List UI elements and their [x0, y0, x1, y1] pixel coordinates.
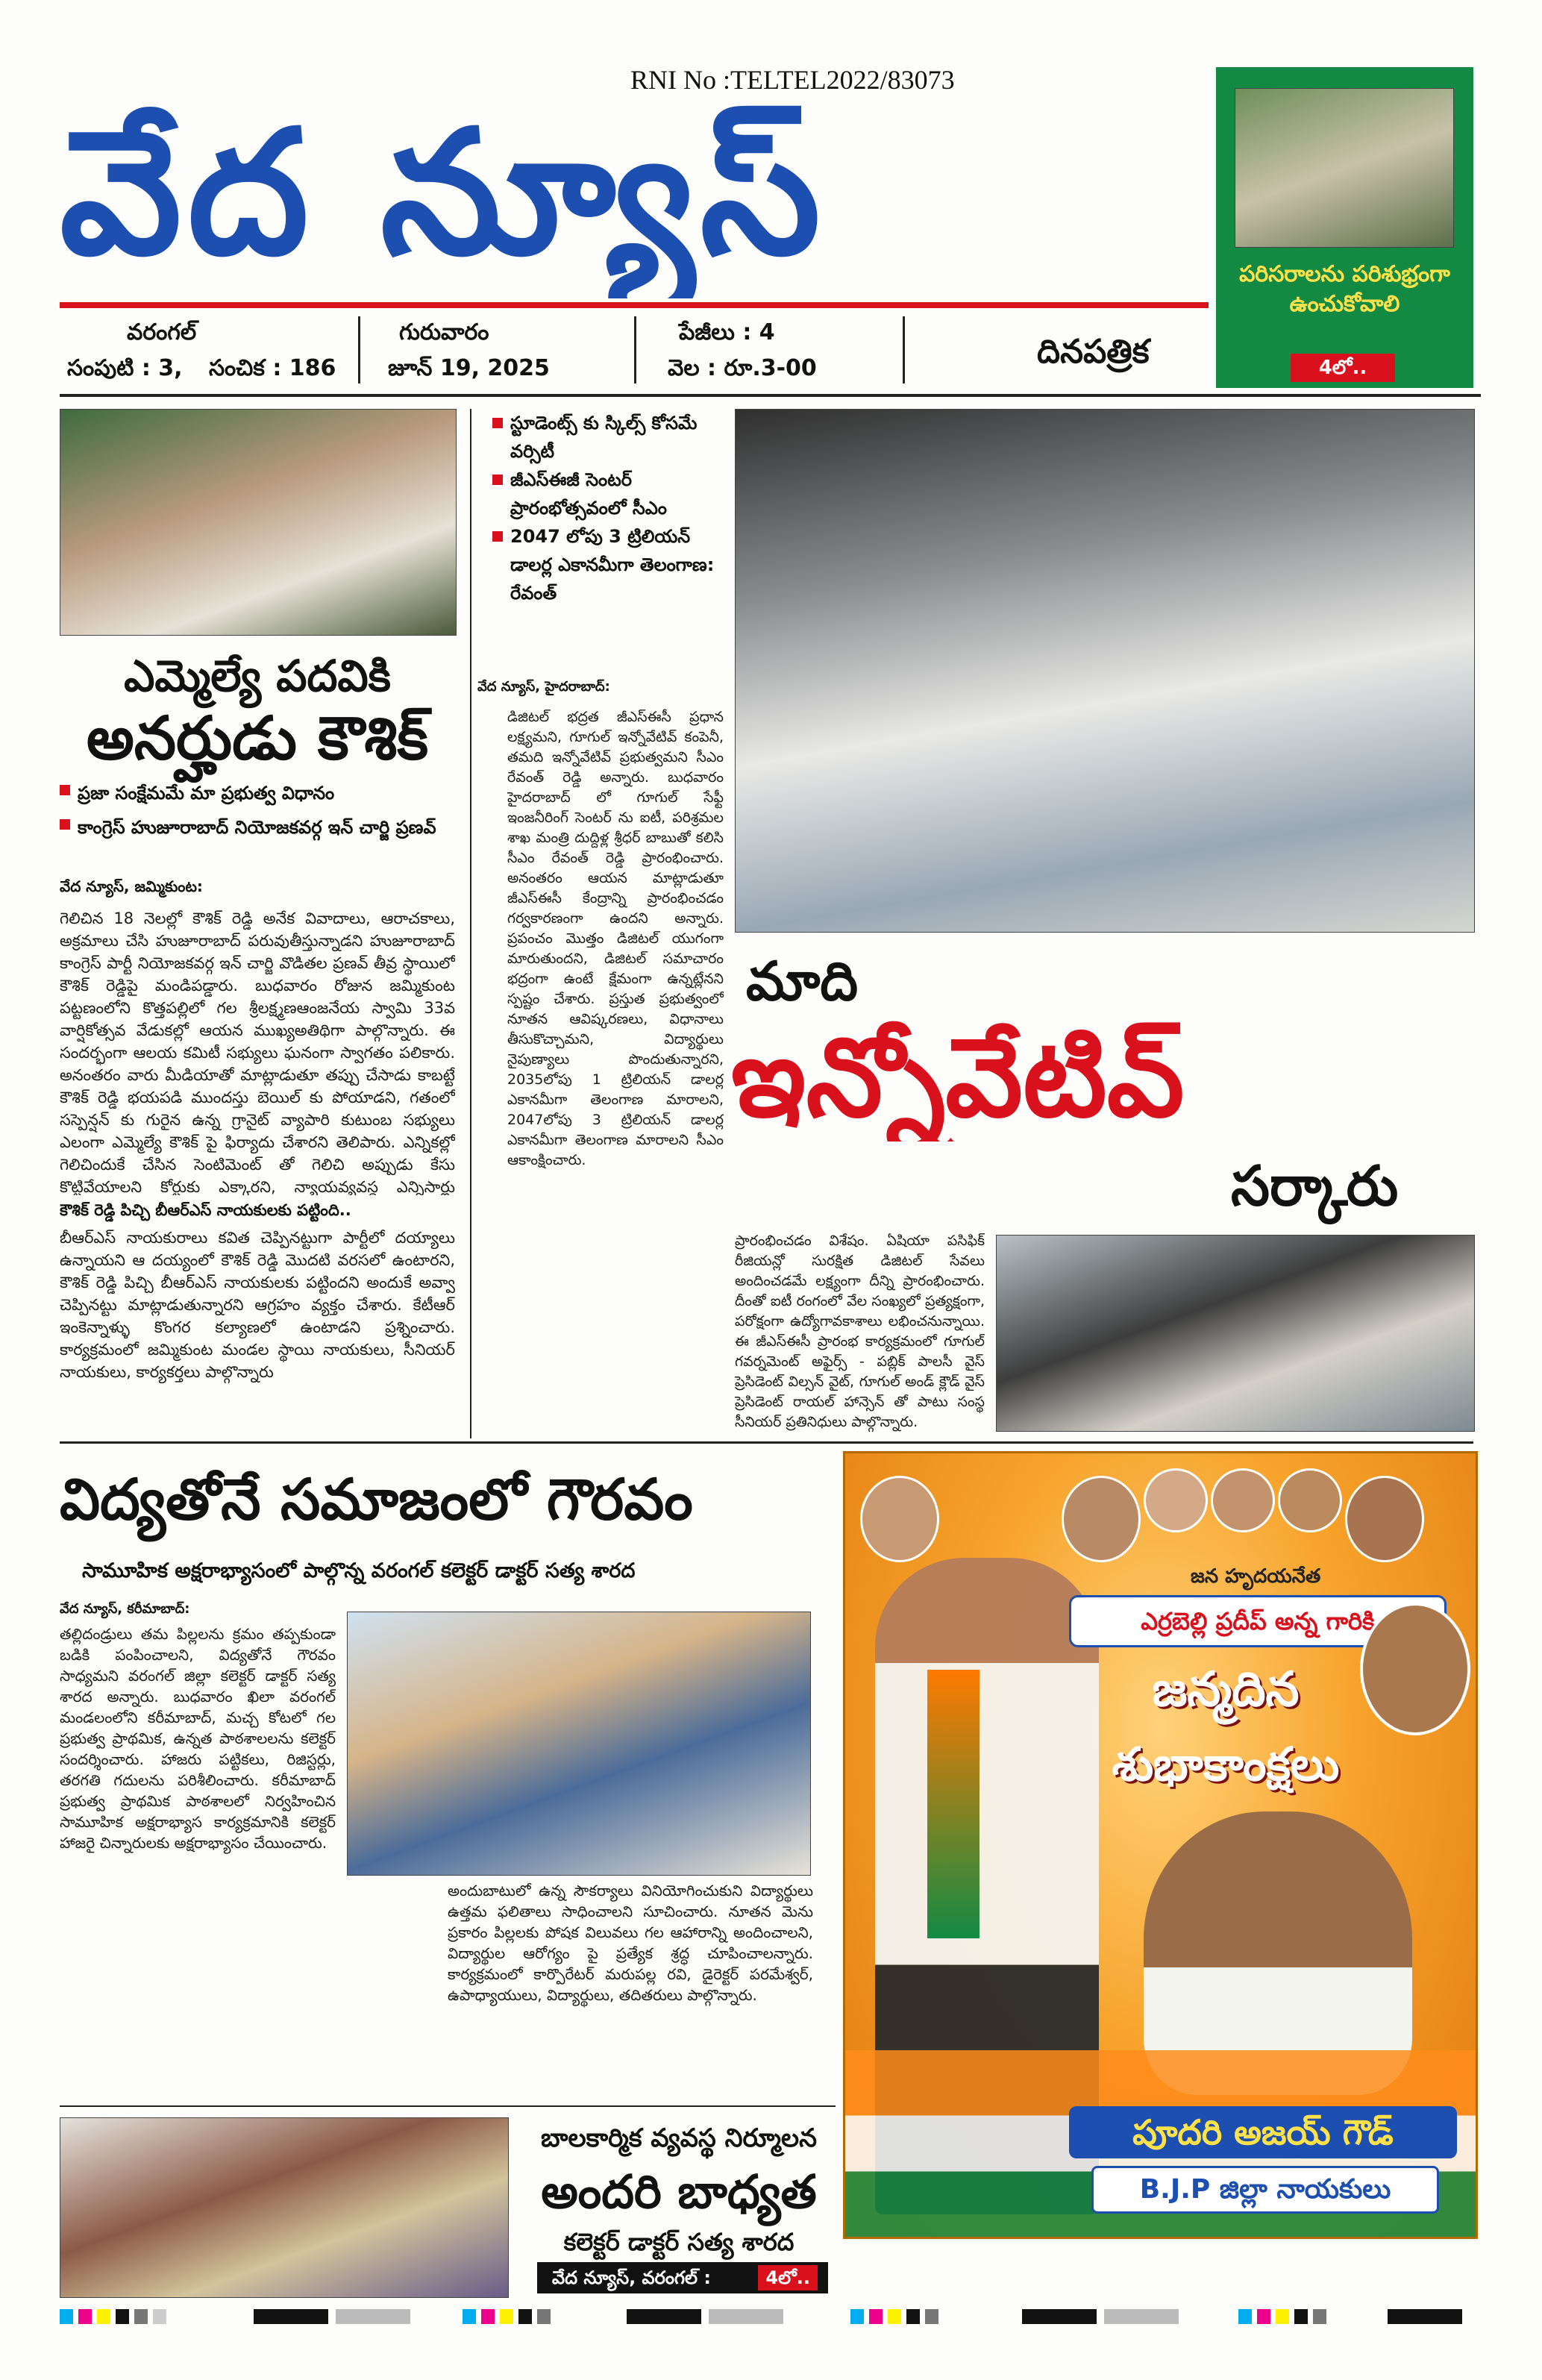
leader-portrait: [1278, 1468, 1342, 1532]
ad-kicker: జన హృదయనేత: [1190, 1565, 1321, 1588]
innovative-body: డిజిటల్ భద్రత జీఎస్ఈసీ ప్రధాన లక్ష్యమని, గూగుల్ ఇన్నోవేటివ్ కంపెనీ, తమది ఇన్నోవేటివ్ ప్రభుత్వమని సీఎం రేవంత్ రెడ్డి అన్నారు. బుధవారం హైదరాబాద్ లో గూగుల్ సేఫ్టీ ఇంజనీరింగ్ సెంటర్ ను ఐటీ, పరిశ్రమల శాఖ మంత్రి దుద్దిళ్ల శ్రీధర్ బాబుతో కలిసి సీఎం రేవంత్ రెడ్డి ప్రారంభించారు. అనంతరం ఆయన మాట్లాడుతూ జీఎస్ఈసీ కేంద్రాన్ని ప్రారంభించడం గర్వకారణంగా ఉందని అన్నారు. ప్రపంచం మొత్తం డిజిటల్ యుగంగా మారుతుందని, డిజిటల్ సమాచారం భద్రంగా ఉంటే క్షేమంగా ఉన్నట్లేనని స్పష్టం చేశారు. ప్రస్తుత ప్రభుత్వంలో నూతన ఆవిష్కరణలు, విధానాలు తీసుకొచ్చామని, విద్యార్థులు నైపుణ్యాలు పొందుతున్నారని, 2035లోపు 1 ట్రిలియన్ డాలర్ల ఎకానమీగా తెలంగాణ మారాలని, 2047లోపు 3 ట్రిలియన్ డాలర్ల ఎకానమీగా తెలంగాణ మారాలని సీఎం ఆకాంక్షించారు.: [507, 709, 724, 1168]
innovative-bullet-2: [492, 466, 716, 522]
ad-wish-1: జన్మదిన: [1152, 1662, 1300, 1717]
innovative-body-2: ప్రారంభించడం విశేషం. ఏషియా పసిఫిక్ రీజియన్లో సురక్షిత డిజిటల్ సేవలు అందించడమే లక్ష్యంగా దీన్ని ప్రారంభించారు. దీంతో ఐటీ రంగంలో వేల సంఖ్యలో ప్రత్యక్షంగా, పరోక్షంగా ఉద్యోగావకాశాలు లభించనున్నాయి. ఈ జీఎస్ఈసీ ప్రారంభ కార్యక్రమంలో గూగుల్ గవర్నమెంట్ అఫైర్స్ - పబ్లిక్ పాలసీ వైస్ ప్రెసిడెంట్ విల్సన్ వైట్, గూగుల్ అండ్ క్లౌడ్ వైస్ ప్రెసిడెంట్ రాయల్ హాన్సెన్ తో పాటు సంస్థ సీనియర్ ప్రతినిధులు పాల్గొన్నారు.: [735, 1233, 985, 1430]
masthead-bottom-rule: [60, 394, 1481, 397]
education-headline: విద్యతోనే సమాజంలో గౌరవం: [60, 1466, 693, 1532]
date-label: జూన్ 19, 2025: [388, 355, 550, 381]
child-labour-footer: [537, 2262, 828, 2293]
registration-strip-right: [850, 2309, 1477, 2324]
bullet-text: ప్రజా సంక్షేమమే మా ప్రభుత్వ విధానం: [78, 783, 335, 804]
daily-label: దినపత్రిక: [1037, 333, 1150, 371]
place-label: వరంగల్: [127, 319, 197, 345]
ad-sponsor-name: పూదరి అజయ్ గౌడ్: [1132, 2112, 1394, 2152]
education-body: తల్లిదండ్రులు తమ పిల్లలను క్రమం తప్పకుండా బడికి పంపించాలని, విద్యతోనే గౌరవం సాధ్యమని వరంగల్ జిల్లా కలెక్టర్ డాక్టర్ సత్య శారద అన్నారు. బుధవారం ఖిలా వరంగల్ మండలంలోని కరీమాబాద్, మచ్చ కోటలో గల ప్రభుత్వ ప్రాథమిక, ఉన్నత పాఠశాలలను కలెక్టర్ సందర్శించారు. హాజరు పట్టికలు, రిజిస్టర్లు, తరగతి గదులను పరిశీలించారు. కరీమాబాద్ ప్రభుత్వ ప్రాథమిక పాఠశాలలో నిర్వహించిన సామూహిక అక్షరాభ్యాస కార్యక్రమానికి కలెక్టర్ హాజరై చిన్నారులకు అక్షరాభ్యాసం చేయించారు.: [60, 1625, 336, 1852]
innovative-headline-big: ఇన్నోవేటివ్: [731, 1015, 1185, 1142]
child-labour-kicker: బాలకార్మిక వ్యవస్థ నిర్మూలన: [541, 2123, 817, 2153]
leader-portrait: [1211, 1468, 1275, 1532]
volume-label: సంపుటి : 3,: [67, 355, 183, 381]
child-labour-dateline: వేద న్యూస్, వరంగల్ :: [552, 2267, 711, 2288]
masthead-info-strip: [60, 313, 1209, 388]
leader-portrait: [860, 1476, 939, 1562]
bullet-text: జీఎస్ఈజీ సెంటర్ ప్రారంభోత్సవంలో సీఎం: [510, 469, 667, 519]
child-labour-byline: కలెక్టర్ డాక్టర్ సత్య శారద: [563, 2228, 794, 2256]
kaushik-body: గెలిచిన 18 నెలల్లో కౌశిక్ రెడ్డి అనేక వివాదాలు, ఆరాచకాలు, అక్రమాలు చేసి హుజూరాబాద్ పరువుతీస్తున్నాడని హుజూరాబాద్ కాంగ్రెస్ పార్టీ నియోజకవర్గ ఇన్ చార్జి వొడితల ప్రణవ్ తీవ్ర స్థాయిలో కౌశిక్ రెడ్డిపై మండిపడ్డారు. బుధవారం రోజున జమ్మికుంట పట్టణంలోని కొత్తపల్లిలో గల శ్రీలక్ష్మణఆంజనేయ స్వామి 33వ వార్షికోత్సవ వేడుకల్లో ఆయన ముఖ్యఅతిథిగా పాల్గొన్నారు. ఈ సందర్భంగా ఆలయ కమిటీ సభ్యులు ఘనంగా స్వాగతం పలికారు. అనంతరం వారు మీడియాతో మాట్లాడుతూ తప్పు చేసాడు కాబట్టే కౌశిక్ రెడ్డి భయపడి ముందస్తు బెయిల్ కు పోయాడని, గతంలో సస్పెన్షన్ కు గురైన ఉన్న గ్రానైట్ వ్యాపారి కుటుంబ సభ్యులు ఎలంగా ఎమ్మెల్యే కౌశిక్ పై ఫిర్యాదు చేశారని తెలిపారు. ఎన్నికల్లో గెలిచిందుకే చేసిన సెంటిమెంట్ తో గెలిచి అప్పుడు కేసు కొట్టివేయాలని కోర్టుకు ఎక్కారని, న్యాయవ్యవస్థ ఎన్నిసార్లు: [60, 909, 455, 1195]
innovative-bullet-1: [492, 409, 716, 466]
kaushik-headline-2: అనర్హుడు కౌశిక్: [86, 704, 429, 773]
kaushik-story-photo: [60, 409, 457, 636]
kaushik-dateline: వేద న్యూస్, జమ్మికుంట:: [60, 877, 203, 895]
child-labour-page-ref[interactable]: 4లో..: [758, 2265, 818, 2290]
bullet-text: కాంగ్రెస్ హుజూరాబాద్ నియోజకవర్గ ఇన్ చార్జి ప్రణవ్: [78, 817, 436, 838]
education-body-2: అందుబాటులో ఉన్న సౌకర్యాలు వినియోగించుకుని విద్యార్థులు ఉత్తమ ఫలితాలు సాధించాలని సూచించారు. నూతన మెను ప్రకారం పిల్లలకు పోషక విలువలు గల ఆహారాన్ని అందించాలని, విద్యార్థుల ఆరోగ్యం పై ప్రత్యేక శ్రద్ధ చూపించాలన్నారు. కార్యక్రమంలో కార్పొరేటర్ మరుపల్ల రవి, డైరెక్టర్ పరమేశ్వర్, ఉపాధ్యాయులు, విద్యార్థులు, తదితరులు పాల్గొన్నారు.: [448, 1882, 813, 2004]
child-labour-meeting-photo: [60, 2117, 509, 2298]
kaushik-headline-1: ఎమ్మెల్యే పదవికి: [124, 651, 391, 701]
promo-page-ref[interactable]: 4లో..: [1291, 354, 1395, 382]
innovative-bullets: [492, 409, 716, 607]
info-divider: [358, 316, 360, 383]
bullet-text: 2047 లోపు 3 ట్రిలియన్ డాలర్ల ఎకానమీగా తెలంగాణ: రేవంత్: [510, 526, 715, 604]
section-rule: [60, 1441, 1473, 1444]
education-subhead: సామూహిక అక్షరాభ్యాసంలో పాల్గొన్న వరంగల్ కలెక్టర్ డాక్టర్ సత్య శారద: [82, 1559, 636, 1582]
ad-sponsor-banner: [1069, 2106, 1457, 2158]
info-divider: [634, 316, 636, 383]
ad-wish-2: శుభాకాంక్షలు: [1112, 1737, 1340, 1791]
kaushik-bullets: [60, 776, 455, 845]
innovative-dateline: వేద న్యూస్, హైదరాబాద్:: [477, 679, 610, 695]
leader-portrait: [1345, 1476, 1424, 1562]
innovative-headline-small: మాది: [746, 950, 859, 1012]
birthday-advertisement[interactable]: [843, 1451, 1478, 2239]
pages-label: పేజీలు : 4: [679, 319, 775, 345]
saffron-scarf: [927, 1670, 980, 1938]
registration-strip-left: [60, 2309, 806, 2324]
kaushik-bullet-2: [60, 810, 455, 845]
masthead-red-rule: [60, 302, 1209, 308]
gsec-launch-photo: [735, 409, 1475, 933]
ad-name-line: ఎర్రబెల్లి ప్రదీప్ అన్న గారికి: [1141, 1607, 1375, 1635]
issue-label: సంచిక : 186: [209, 355, 336, 381]
leader-portrait: [1062, 1476, 1141, 1562]
masthead-title: వేద న్యూస్: [60, 94, 827, 293]
leader-portrait: [1144, 1468, 1208, 1532]
rni-number: RNI No :TELTEL2022/83073: [630, 65, 955, 95]
education-dateline: వేద న్యూస్, కరీమాబాద్:: [60, 1601, 190, 1617]
kaushik-subhead: కౌశిక్ రెడ్డి పిచ్చి బీఆర్ఎస్ నాయకులకు పట్టింది..: [60, 1201, 351, 1219]
ad-right-portrait: [1360, 1603, 1470, 1735]
kaushik-bullet-1: [60, 776, 455, 810]
leader-portrait-row: [860, 1468, 1461, 1558]
akshrabhyasam-photo: [347, 1612, 811, 1876]
innovative-headline-tail: సర్కారు: [1231, 1154, 1399, 1218]
section-rule: [60, 2105, 836, 2107]
cleanliness-photo: [1235, 88, 1454, 248]
day-label: గురువారం: [399, 319, 489, 345]
kaushik-body-2: బీఆర్ఎస్ నాయకురాలు కవిత చెప్పినట్టుగా పార్టీలో దయ్యాలు ఉన్నాయని ఆ దయ్యంలో కౌశిక్ రెడ్డి మొదటి వరసలో ఉంటారని, కౌశిక్ రెడ్డి పిచ్చి బీఆర్ఎస్ నాయకులకు పట్టిందని అందుకే అవ్వా చెప్పినట్టు మాట్లాడుతున్నారని ఆగ్రహం వ్యక్తం చేశారు. కేటీఆర్ ఇంకెన్నాళ్ళు కొంగర కల్యాణలో ఉంటాడని ప్రశ్నించారు. కార్యక్రమంలో జమ్మికుంట మండల స్థాయి నాయకులు, సీనియర్ నాయకులు, కార్యకర్తలు పాల్గొన్నారు: [60, 1229, 455, 1381]
child-labour-headline: అందరి బాధ్యత: [541, 2164, 817, 2219]
innovative-bullet-3: [492, 522, 716, 607]
promo-caption: పరిసరాలను పరిశుభ్రంగా ఉంచుకోవాలి: [1239, 261, 1450, 317]
top-right-promo-box[interactable]: [1216, 67, 1473, 388]
ribbon-cutting-photo: [996, 1235, 1475, 1432]
ad-sponsor-title: B.J.P జిల్లా నాయకులు: [1091, 2166, 1439, 2214]
price-label: వెల : రూ.3-00: [668, 355, 817, 381]
bullet-text: స్టూడెంట్స్ కు స్కిల్స్ కోసమే వర్సిటీ: [510, 413, 698, 462]
info-divider: [903, 316, 905, 383]
column-rule: [470, 409, 471, 1438]
